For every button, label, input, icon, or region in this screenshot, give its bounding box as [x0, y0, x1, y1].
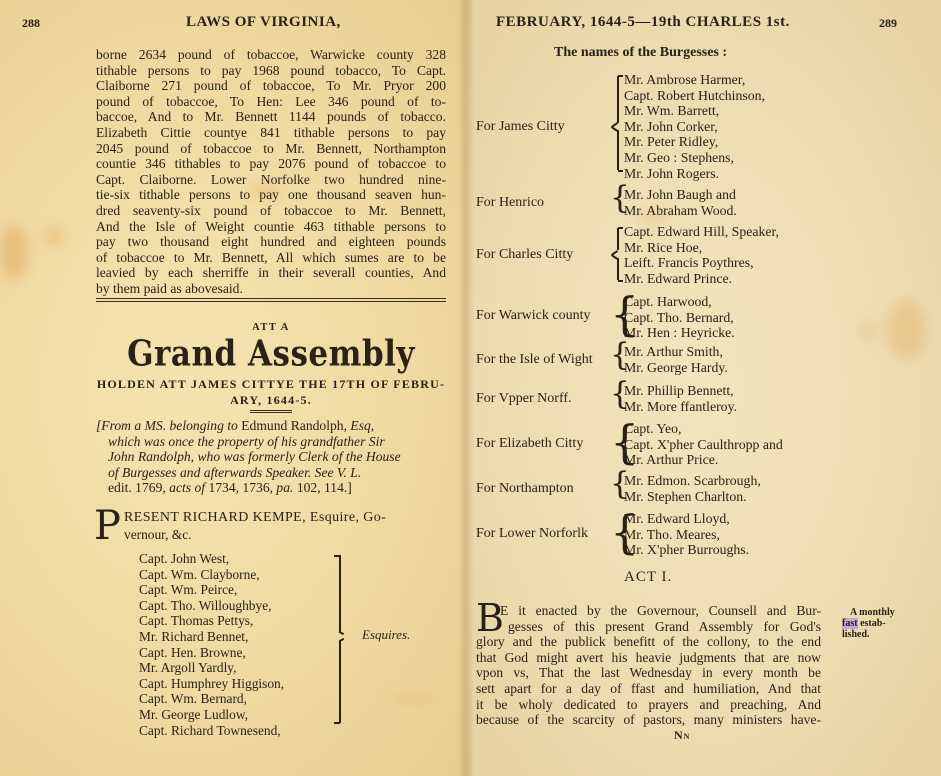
burgess-name: Mr. John Baugh and — [624, 187, 736, 202]
burgess-name: Mr. Stephen Charlton. — [624, 488, 747, 504]
brace-icon: { — [610, 376, 630, 412]
text-line: borne 2634 pound of tobaccoe, Warwicke county 328 — [96, 47, 446, 62]
brace-top — [618, 227, 623, 229]
brace-bottom — [618, 280, 623, 282]
burgess-name: Mr. Arthur Price. — [624, 452, 719, 468]
burgess-name: Mr. Edward Lloyd, — [624, 511, 730, 526]
text-line: Elizabeth Cittie countye 841 tithable persons to pay — [96, 124, 446, 140]
text-line: because of the scarcity of pastors, many ministers have- — [476, 712, 821, 728]
text-line: Capt. Claiborne. Lower Norfolke two hundred nine- — [96, 171, 446, 187]
bracket-point — [339, 631, 344, 635]
text-line: pay two thousand eight hundred and eighteen pounds — [96, 234, 446, 250]
brace-icon: { — [610, 337, 630, 373]
foxing-stain — [886, 300, 926, 360]
burgess-name: Capt. Edward Hill, Speaker, — [624, 224, 780, 239]
burgess-name: Mr. George Hardy. — [624, 359, 728, 375]
burgess-list — [624, 473, 761, 504]
county-label: For the Isle of Wight — [476, 352, 593, 367]
text-line: vpon vs, That the last Wednesday in every month be — [476, 665, 821, 681]
text-line: sett apart for a day of ffast and humiliation, And that — [476, 680, 821, 696]
text-line: of tobaccoe to Mr. Bennett, All which sumes are to be — [96, 249, 446, 265]
county-label: For Vpper Norff. — [476, 391, 572, 406]
page-number: 288 — [22, 16, 40, 30]
note-roman: 102, 114.] — [293, 480, 352, 496]
brace-top — [618, 75, 623, 77]
page-number: 289 — [879, 16, 897, 30]
section-divider — [96, 298, 446, 302]
foxing-stain — [45, 230, 63, 244]
dropcap-letter: P — [94, 503, 121, 549]
foxing-stain — [0, 225, 28, 280]
burgess-name: Mr. Hen : Heyricke. — [624, 325, 735, 341]
text-line: pound of tobaccoe, To Hen: Lee 346 pound of to- — [96, 93, 446, 109]
council-member: Capt. John West, — [139, 551, 230, 566]
text-line: 2045 pound of tobaccoe to Mr. Bennett, Northampton — [96, 140, 446, 156]
brace-bottom — [618, 170, 623, 172]
source-note — [96, 418, 446, 496]
council-member: Capt. Tho. Willoughbye, — [139, 597, 272, 613]
holden-line: ARY, 1644-5. — [230, 393, 312, 407]
margin-note-line: A monthly — [850, 607, 895, 618]
brace-line — [617, 76, 619, 123]
margin-note — [842, 607, 895, 640]
text-line: it be wholy dedicated to prayers and preaching, And — [476, 696, 821, 712]
burgess-list — [624, 421, 783, 468]
note-roman: Edmund Randolph, — [237, 418, 351, 433]
text-line: countie 346 tithables to pay 2076 pound of tobaccoe to — [96, 156, 446, 172]
note-roman: 1734, 1736, — [205, 480, 277, 496]
text-line: Claiborne 271 pound of tobaccoe, To Mr. Pryor 200 — [96, 78, 446, 94]
brace-icon: { — [610, 415, 640, 469]
council-member: Mr. George Ludlow, — [139, 706, 248, 722]
council-member: Mr. Richard Bennet, — [139, 628, 249, 644]
note-italic: Esq, — [350, 418, 375, 433]
burgess-name: Capt. Robert Hutchinson, — [624, 87, 766, 103]
margin-note-line — [842, 618, 895, 629]
council-member: Capt. Richard Townesend, — [139, 722, 281, 738]
text-line: dred seaventy-six pound of tobaccoe to Mr. Bennett, — [96, 202, 446, 218]
note-italic: acts of — [169, 480, 206, 496]
council-member: Capt. Wm. Peirce, — [139, 582, 238, 598]
note-italic: of Burgesses and afterwards Speaker. See V. L. — [108, 464, 362, 480]
foxing-stain — [390, 695, 435, 701]
burgess-name: Mr. Wm. Barrett, — [624, 103, 720, 119]
burgess-name: Capt. Tho. Bernard, — [624, 309, 734, 325]
burgess-name: Mr. Edmon. Scarbrough, — [624, 473, 761, 488]
text-line: And the Isle of Weight countie 463 tithable persons to — [96, 218, 446, 234]
holden-line: HOLDEN ATT JAMES CITTYE THE 17TH OF FEBRU- — [96, 377, 446, 391]
burgess-list — [624, 344, 728, 375]
county-label: For Elizabeth Citty — [476, 436, 584, 451]
bracket-line — [339, 555, 341, 632]
burgess-name: Mr. More ffantleroy. — [624, 398, 738, 414]
council-list — [139, 551, 284, 738]
text-line: tithable persons to pay 1968 pound tobacco, To Capt. — [96, 62, 446, 78]
burgess-name: Leift. Francis Poythres, — [624, 255, 754, 271]
burgess-name: Capt. X'pher Caulthropp and — [624, 436, 783, 452]
council-member: Capt. Thomas Pettys, — [139, 613, 254, 629]
margin-note-text: estab- — [857, 618, 886, 629]
burgess-list — [624, 72, 765, 181]
burgess-name: Mr. Geo : Stephens, — [624, 149, 734, 165]
text-line: leavied by each sherriffe in their severall counties, And — [96, 265, 446, 281]
council-member: Capt. Wm. Clayborne, — [139, 566, 260, 582]
note-italic: John Randolph, who was formerly Clerk of the House — [108, 449, 401, 465]
short-divider — [250, 410, 292, 413]
margin-note-line: lished. — [842, 629, 870, 640]
note-roman: edit. 1769, — [108, 480, 170, 496]
highlighted-word[interactable]: fast — [842, 618, 858, 629]
county-label: For Northampton — [476, 481, 574, 496]
brace-icon: { — [610, 180, 630, 216]
act-title: ACT I. — [624, 569, 673, 585]
esquires-label: Esquires. — [362, 627, 411, 642]
county-label: For Henrico — [476, 195, 545, 210]
brace-icon: { — [610, 505, 640, 559]
burgess-name: Mr. John Rogers. — [624, 165, 720, 181]
present-line: RESENT RICHARD KEMPE, Esquire, Go- — [124, 510, 387, 525]
county-label: For Warwick county — [476, 308, 591, 323]
county-label: For James Citty — [476, 119, 565, 134]
burgess-list — [624, 187, 737, 218]
council-member: Capt. Wm. Bernard, — [139, 691, 247, 707]
burgess-name: Mr. Edward Prince. — [624, 270, 733, 286]
text-line: that God might avert his heavie judgments that are now — [476, 649, 821, 665]
brace-line — [617, 130, 619, 170]
burgess-list — [624, 294, 735, 341]
burgess-name: Mr. Tho. Meares, — [624, 526, 720, 542]
burgess-name: Capt. Harwood, — [624, 294, 712, 309]
bracket-bottom — [334, 722, 340, 724]
burgess-name: Mr. Phillip Bennett, — [624, 383, 734, 398]
left-page — [0, 0, 466, 776]
note-italic: pa. — [276, 480, 294, 496]
text-line: by them paid as abovesaid. — [96, 280, 243, 296]
burgess-name: Mr. Ambrose Harmer, — [624, 72, 746, 87]
burgess-list — [624, 224, 779, 286]
county-label: For Lower Norforlk — [476, 526, 588, 541]
dropcap-letter: B — [476, 596, 504, 640]
right-page — [466, 0, 941, 776]
text-line: gesses of this present Grand Assembly for God's — [508, 618, 821, 634]
burgess-name: Mr. Peter Ridley, — [624, 134, 719, 150]
county-label: For Charles Citty — [476, 247, 574, 262]
council-member: Mr. Argoll Yardly, — [139, 660, 237, 676]
burgess-list — [624, 511, 749, 558]
brace-icon: { — [610, 466, 630, 502]
running-head: FEBRUARY, 1644-5—19th CHARLES 1st. — [496, 14, 790, 30]
act-text — [476, 603, 821, 728]
burgess-list — [624, 383, 737, 414]
text-line: glory and the publick benefitt of the collony, to the end — [476, 634, 821, 650]
burgess-name: Mr. John Corker, — [624, 118, 718, 134]
present-line: vernour, &c. — [124, 527, 192, 542]
text-line: E it enacted by the Governour, Counsell and Bur- — [500, 603, 821, 618]
burgesses-heading: The names of the Burgesses : — [554, 45, 728, 60]
running-head: LAWS OF VIRGINIA, — [186, 14, 341, 30]
brace-icon: { — [610, 287, 640, 341]
note-italic: which was once the property of his grandfather Sir — [108, 433, 385, 449]
text-line: baccoe, And to Mr. Bennett 1144 pounds of tobacco. — [96, 109, 446, 125]
signature-mark: Nn — [674, 728, 691, 742]
continuation-text — [96, 47, 446, 297]
att-a-heading: ATT A — [252, 322, 290, 333]
brace-line — [617, 258, 619, 280]
burgess-name: Mr. Rice Hoe, — [624, 239, 703, 255]
burgess-name: Mr. X'pher Burroughs. — [624, 542, 750, 558]
text-line: tie-six tithable persons to pay one thousand seaven hun- — [96, 187, 446, 203]
council-member: Capt. Hen. Browne, — [139, 644, 246, 660]
assembly-title: Grand Assembly — [127, 333, 415, 375]
burgess-name: Mr. Arthur Smith, — [624, 344, 723, 359]
burgess-name: Mr. Abraham Wood. — [624, 202, 737, 218]
bracket-line — [339, 641, 341, 723]
council-member: Capt. Humphrey Higgison, — [139, 675, 285, 691]
note-italic: [From a MS. belonging to — [96, 418, 238, 433]
foxing-stain — [861, 320, 875, 342]
brace-line — [617, 228, 619, 250]
book-gutter — [458, 0, 474, 776]
burgess-name: Capt. Yeo, — [624, 421, 682, 436]
